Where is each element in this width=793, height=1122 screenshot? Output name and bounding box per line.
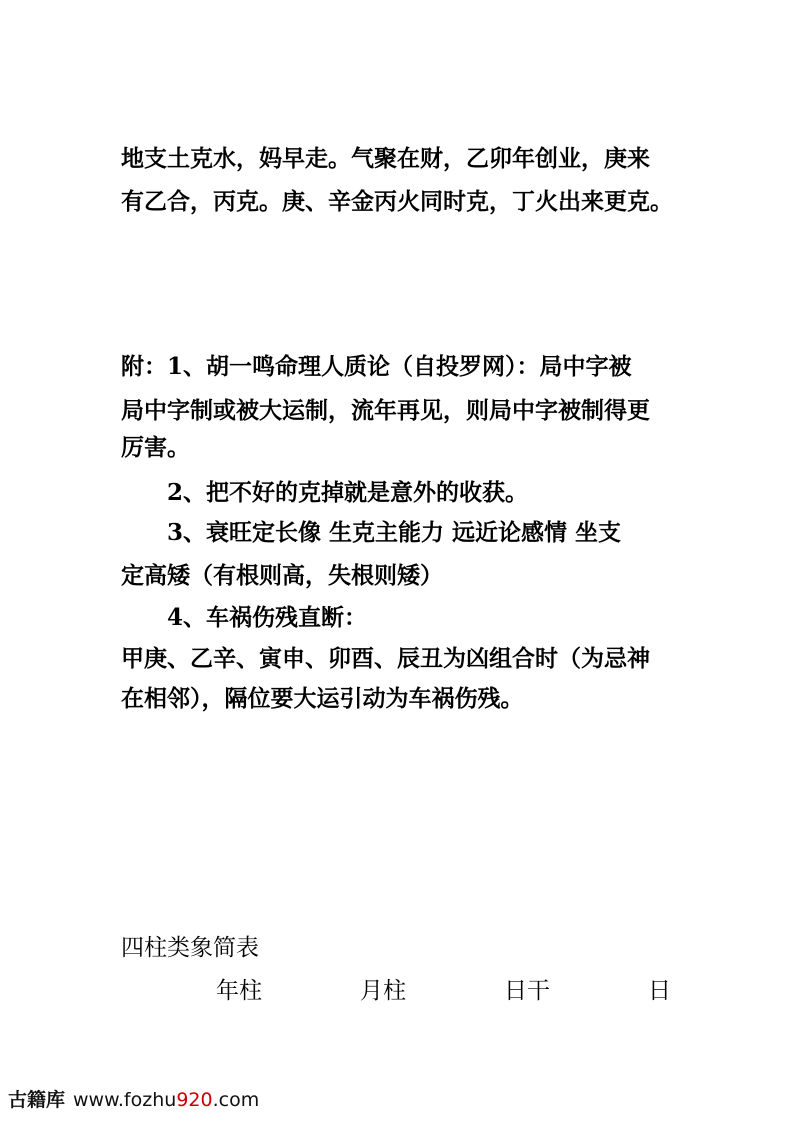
- appendix-item-4-line-1: 甲庚、乙辛、寅申、卯酉、辰丑为凶组合时（为忌神: [121, 645, 650, 672]
- appendix-item-3-line-1: 3、衰旺定长像 生克主能力 远近论感情 坐支: [167, 519, 622, 546]
- paragraph-line-1: 地支土克水，妈早走。气聚在财，乙卯年创业，庚来: [121, 145, 650, 172]
- site-url-prefix: www.fozhu: [73, 1089, 177, 1111]
- appendix-item-1-line-3: 厉害。: [121, 434, 190, 461]
- table-header-day-stem: 日干: [504, 978, 550, 1004]
- table-header-day: 日: [648, 978, 671, 1004]
- appendix-item-4-title: 4、车祸伤残直断：: [167, 604, 368, 631]
- appendix-item-1-line-2: 局中字制或被大运制，流年再见，则局中字被制得更: [121, 397, 650, 424]
- appendix-item-1-line-1: 附：1、胡一鸣命理人质论（自投罗网）：局中字被: [121, 353, 632, 380]
- table-title: 四柱类象简表: [121, 935, 259, 961]
- appendix-item-3-line-2: 定高矮（有根则高，失根则矮）: [121, 562, 443, 589]
- paragraph-line-2: 有乙合，丙克。庚、辛金丙火同时克，丁火出来更克。: [121, 188, 673, 215]
- table-header-month-pillar: 月柱: [360, 978, 406, 1004]
- site-name: 古籍库: [8, 1089, 66, 1111]
- site-url-number: 920: [176, 1089, 213, 1111]
- site-url-suffix: .com: [212, 1089, 260, 1111]
- table-header-year-pillar: 年柱: [216, 978, 262, 1004]
- appendix-item-4-line-2: 在相邻），隔位要大运引动为车祸伤残。: [121, 685, 524, 712]
- appendix-item-2: 2、把不好的克掉就是意外的收获。: [167, 479, 529, 506]
- watermark-footer: [8, 1088, 259, 1112]
